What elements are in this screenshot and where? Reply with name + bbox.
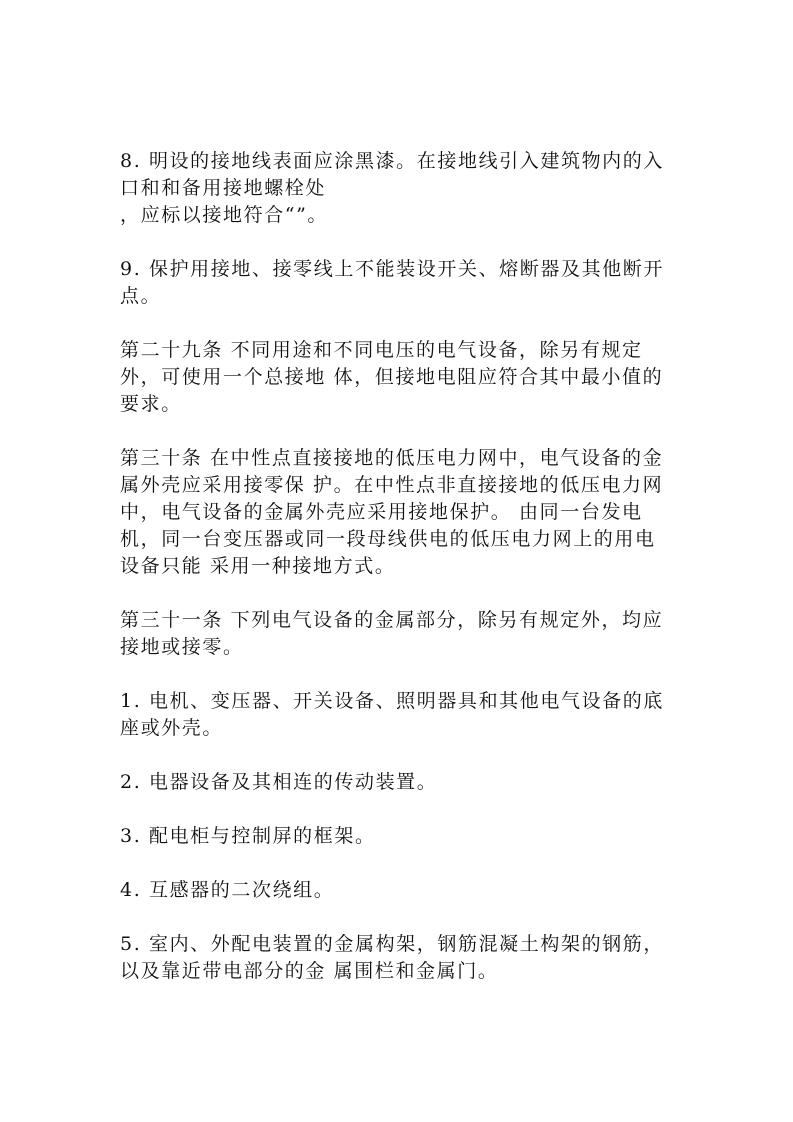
paragraph-article-29: 第二十九条 不同用途和不同电压的电气设备，除另有规定外，可使用一个总接地 体，但接地电阻应符合其中最小值的要求。	[120, 339, 664, 415]
paragraph-list-item-5: 5. 室内、外配电装置的金属构架，钢筋混凝土构架的钢筋，以及靠近带电部分的金 属围栏和金属门。	[120, 933, 664, 982]
paragraph-item-9: 9. 保护用接地、接零线上不能装设开关、熔断器及其他断开点。	[120, 258, 664, 307]
paragraph-item-8: 8. 明设的接地线表面应涂黑漆。在接地线引入建筑物内的入口和和备用接地螺栓处 ，应标以接地符合“”。	[120, 150, 664, 226]
paragraph-list-item-3: 3. 配电柜与控制屏的框架。	[120, 825, 376, 847]
paragraph-list-item-1: 1. 电机、变压器、开关设备、照明器具和其他电气设备的底座或外壳。	[120, 690, 664, 739]
paragraph-list-item-2: 2. 电器设备及其相连的传动装置。	[120, 771, 438, 793]
paragraph-article-30: 第三十条 在中性点直接接地的低压电力网中，电气设备的金属外壳应采用接零保 护。在中性点非直接接地的低压电力网中，电气设备的金属外壳应采用接地保护。 由同一台发电机，同一台变压器或同一段母线供电的低压电力网上的用电设备只能 采用一种接地方式。	[120, 447, 664, 577]
paragraph-article-31: 第三十一条 下列电气设备的金属部分，除另有规定外，均应接地或接零。	[120, 609, 664, 658]
document-body	[120, 148, 665, 1012]
paragraph-list-item-4: 4. 互感器的二次绕组。	[120, 879, 335, 901]
